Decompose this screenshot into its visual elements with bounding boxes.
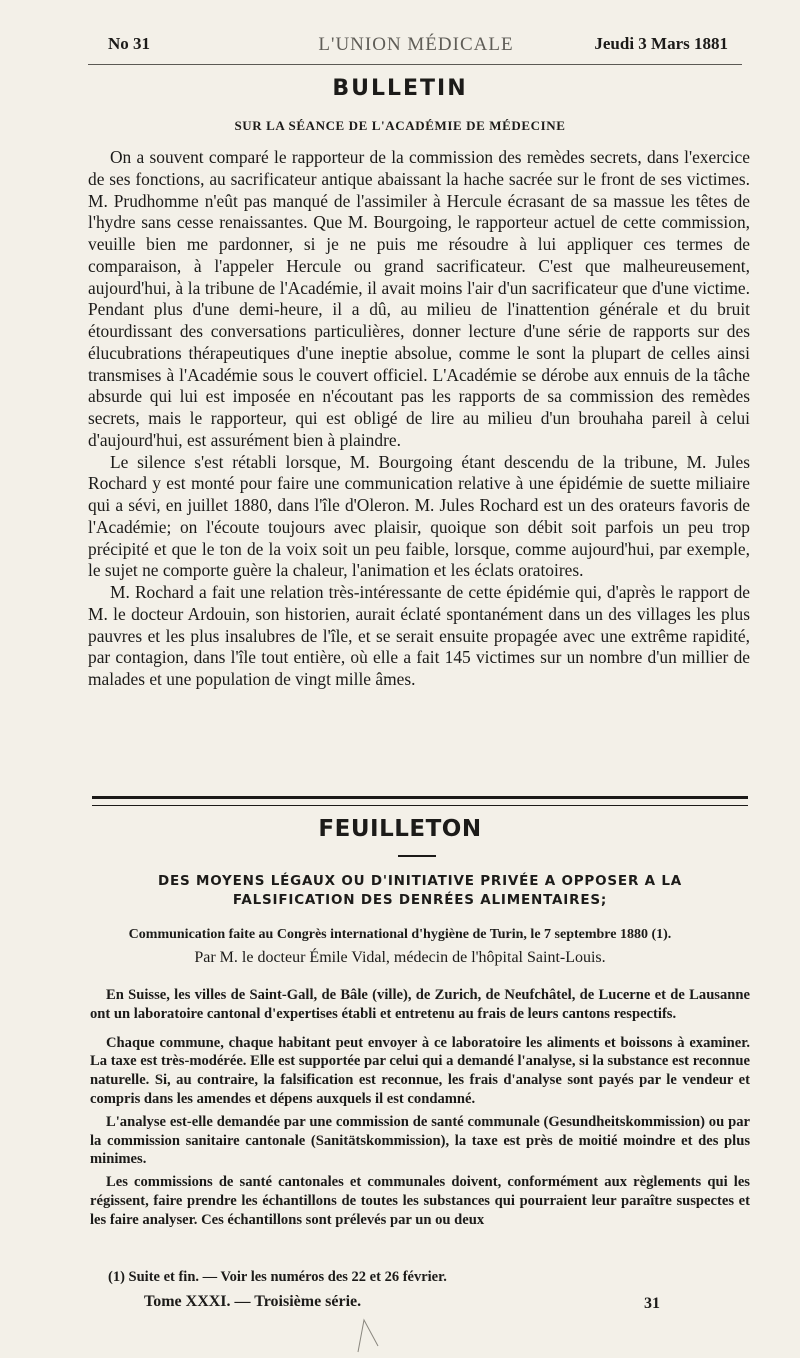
bulletin-paragraph: M. Rochard a fait une relation très-intéressante de cette épidémie qui, d'après le rapport de M. le docteur Ardouin, son historien, aurait éclaté spontanément dans un des villages les plus pauvres et les plus insalubres de l'île, et se serait ensuite propagée avec une extrême rapidité, par contagion, dans l'île tout entière, où elle a fait 145 victimes sur un nombre d'un millier de malades et une population de vingt mille âmes.: [88, 582, 750, 689]
bulletin-paragraph: Le silence s'est rétabli lorsque, M. Bourgoing étant descendu de la tribune, M. Jules Rochard y est monté pour faire une communication relative à une épidémie de suette miliaire qui a sévi, en juillet 1880, dans l'île d'Oleron. M. Jules Rochard est un des orateurs favoris de l'Académie; on l'écoute toujours avec plaisir, quoique son débit soit parfois un peu trop précipité et que le ton de la voix soit un peu faible, lorsque, comme aujourd'hui, par exemple, le sujet ne comporte guère la chaleur, l'animation et les éclats oratoires.: [88, 451, 750, 581]
page-number: 31: [644, 1295, 660, 1312]
feuilleton-body: [90, 986, 750, 1234]
article-note: Communication faite au Congrès international d'hygiène de Turin, le 7 septembre 1880 (1).: [128, 927, 672, 942]
footnote: (1) Suite et fin. — Voir les numéros des 22 et 26 février.: [108, 1269, 447, 1285]
bulletin-paragraph: On a souvent comparé le rapporteur de la commission des remèdes secrets, dans l'exercice de ses fonctions, au sacrificateur antique abaissant la hache sacrée sur le front de ses victimes. M. Prudhomme n'eût pas manqué de l'assimiler à Hercule écrasant de sa massue les têtes de l'hydre sans cesse renaissantes. Que M. Bourgoing, le rapporteur actuel de cette commission, veuille bien me pardonner, si je ne puis me résoudre à lui appliquer ces termes de comparaison, à l'appeler Hercule ou grand sacrificateur. C'est que malheureusement, aujourd'hui, à la tribune de l'Académie, il avait moins l'air d'un sacrificateur que d'une victime. Pendant plus d'une demi-heure, il a dû, au milieu de l'inattention générale et du bruit étourdissant des conversations particulières, donner lecture d'une série de rapports sur des élucubrations thérapeutiques d'une ineptie absolue, comme le sont la plupart de celles ainsi transmises à l'Académie sous le couvert officiel. L'Académie se dérobe aux ennuis de la tâche absurde qui lui est imposée en n'écoutant pas les rapports de sa commission des remèdes secrets, mais le rapporteur, qui est obligé de lire au milieu d'un brouhaha pareil à celui d'aujourd'hui, est assurément bien à plaindre.: [88, 147, 750, 450]
article-author: Par M. le docteur Émile Vidal, médecin de l'hôpital Saint-Louis.: [194, 949, 606, 966]
feuilleton-paragraph: En Suisse, les villes de Saint-Gall, de Bâle (ville), de Zurich, de Neufchâtel, de Lucerne et de Lausanne ont un laboratoire cantonal d'expertises établi et entretenu au frais de leurs cantons respectifs.: [90, 987, 750, 1022]
title-dash: [398, 855, 436, 857]
issue-number: No 31: [108, 34, 151, 53]
feuilleton-title: FEUILLETON: [318, 816, 482, 842]
issue-date: Jeudi 3 Mars 1881: [594, 34, 728, 53]
feuilleton-paragraph: Les commissions de santé cantonales et communales doivent, conformément aux règlements qui les régissent, faire prendre les échantillons de toutes les substances qui pourraient leur paraître suspectes et les faire analyser. Ces échantillons sont prélevés par un ou deux: [90, 1174, 750, 1228]
article-title: DES MOYENS LÉGAUX OU D'INITIATIVE PRIVÉE A OPPOSER A LA FALSIFICATION DES DENRÉES ALIMENTAIRES;: [157, 873, 683, 908]
bulletin-body: [88, 147, 750, 691]
newspaper-name: L'UNION MÉDICALE: [318, 34, 514, 55]
bulletin-title: BULLETIN: [332, 76, 468, 101]
bulletin-subtitle: SUR LA SÉANCE DE L'ACADÉMIE DE MÉDECINE: [234, 118, 566, 133]
header-rule: [88, 64, 742, 65]
feuilleton-paragraph: L'analyse est-elle demandée par une commission de santé communale (Gesundheitskommission) ou par la commission sanitaire cantonale (Sanitätskommission), la taxe est près de moitié moindre et des plus minimes.: [90, 1113, 750, 1168]
feuilleton-paragraph: Chaque commune, chaque habitant peut envoyer à ce laboratoire les aliments et boissons à examiner. La taxe est très-modérée. Elle est supportée par celui qui a demandé l'analyse, si la substance est reconnue naturelle. Si, au contraire, la falsification est reconnue, les frais d'analyse sont payés par le vendeur et compris dans les amendes et dépens auxquels il est condamné.: [90, 1034, 750, 1107]
page-header: [104, 30, 728, 64]
section-divider: [92, 796, 748, 806]
paper-fold-mark: [356, 1316, 380, 1354]
volume-line: Tome XXXI. — Troisième série.: [144, 1293, 362, 1310]
